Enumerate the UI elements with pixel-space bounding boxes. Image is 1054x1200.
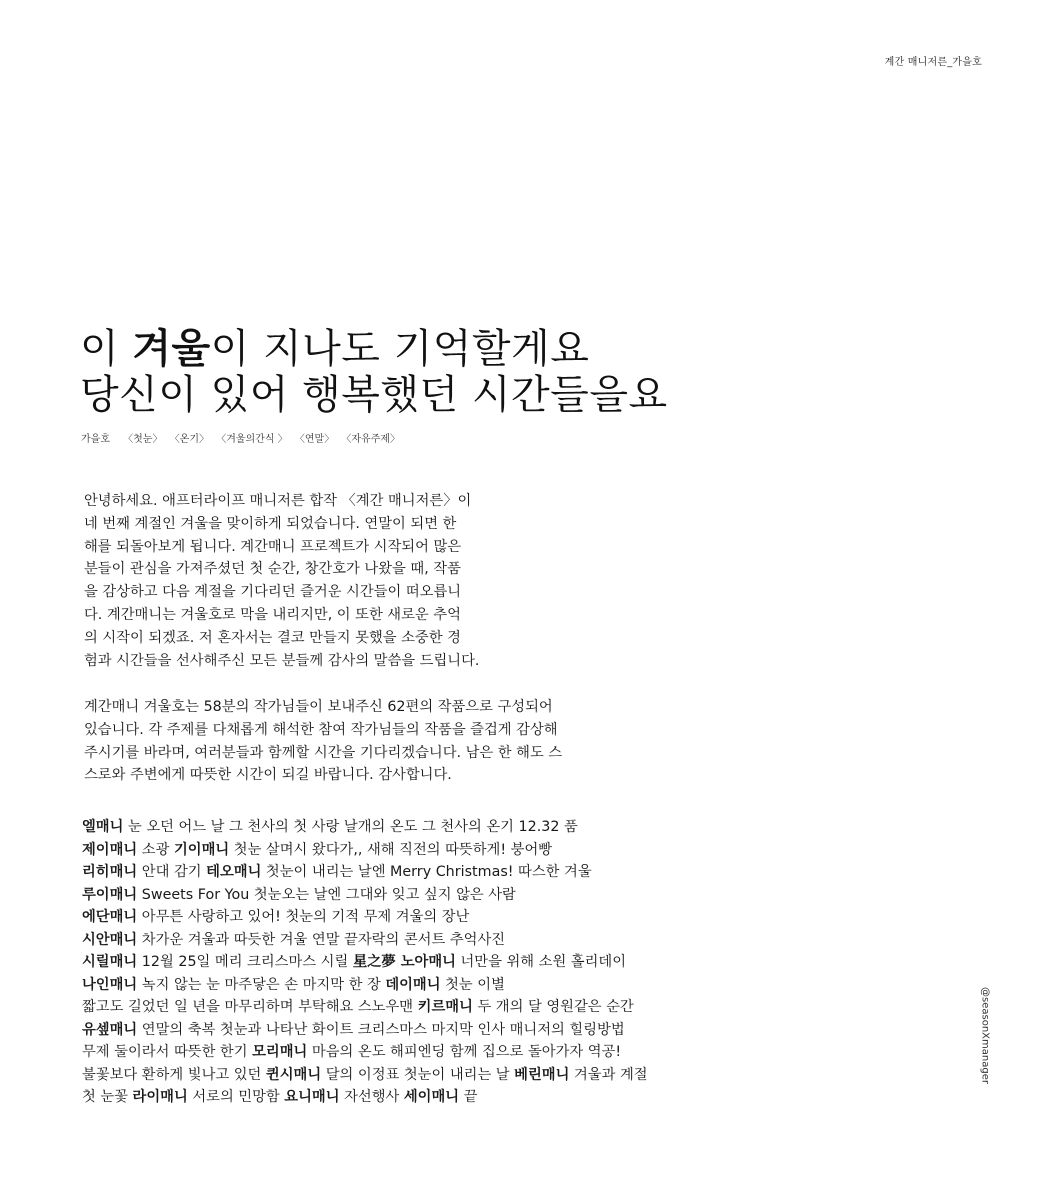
author-name: 엘매니 <box>82 819 124 835</box>
author-name: 유셒매니 <box>82 1021 138 1038</box>
credits-line <box>82 951 648 974</box>
author-name: 세이매니 <box>403 1089 460 1105</box>
work-titles: 끝 <box>459 1089 478 1105</box>
author-name: 라이매니 <box>132 1089 188 1105</box>
author-name: 퀸시매니 <box>265 1066 322 1083</box>
credits-line <box>82 861 648 884</box>
intro-line: 해를 되돌아보게 됩니다. 계간매니 프로젝트가 시작되어 많은 <box>84 538 462 555</box>
title-line-1-pre: 이 <box>80 326 133 372</box>
summary-line: 계간매니 겨울호는 58분의 작가님들이 보내주신 62편의 작품으로 구성되어 <box>84 699 553 715</box>
work-titles: 첫 눈꽃 <box>82 1089 133 1105</box>
author-name: 제이매니 <box>82 841 138 858</box>
page-title <box>80 326 668 418</box>
credits-list <box>82 816 648 1109</box>
work-titles: 자선행사 <box>339 1089 404 1105</box>
social-handle: @seasonXmanager <box>979 987 991 1084</box>
work-titles: 짧고도 길었던 일 년을 마무리하며 부탁해요 스노우맨 <box>82 999 418 1015</box>
credits-line <box>82 996 648 1019</box>
work-titles: 녹지 않는 눈 마주닿은 손 마지막 한 장 <box>137 976 386 993</box>
title-line-2: 당신이 있어 행복했던 시간들을요 <box>80 372 668 418</box>
work-titles: 무제 둘이라서 따뜻한 한기 <box>82 1044 253 1060</box>
work-titles: 안대 감기 <box>137 864 207 880</box>
topic-tag: 〈겨울의간식 〉 <box>216 434 288 445</box>
intro-line: 험과 시간들을 선사해주신 모든 분들께 감사의 말씀을 드립니다. <box>84 652 480 669</box>
credits-line <box>82 884 648 907</box>
author-name: 요니매니 <box>284 1089 340 1105</box>
author-name: 키르매니 <box>417 999 473 1015</box>
credits-line <box>82 1019 648 1042</box>
intro-line: 다. 계간매니는 겨울호로 막을 내리지만, 이 또한 새로운 추억 <box>84 606 461 623</box>
title-line-1-bold: 겨울 <box>132 326 211 372</box>
author-name: 데이매니 <box>385 976 441 993</box>
credits-line <box>82 929 648 952</box>
topic-tag: 〈자유주제〉 <box>341 434 401 445</box>
work-titles: 첫눈 이별 <box>440 976 505 993</box>
work-titles: 연말의 축복 첫눈과 나타난 화이트 크리스마스 마지막 인사 매니저의 힐링방법 <box>137 1021 625 1038</box>
work-titles: 마음의 온도 해피엔딩 함께 집으로 돌아가자 역공! <box>307 1044 622 1060</box>
work-titles: 눈 오던 어느 날 그 천사의 첫 사랑 날개의 온도 그 천사의 온기 12.32 품 <box>123 819 578 835</box>
credits-line <box>82 974 648 997</box>
credits-line <box>82 816 648 839</box>
title-line-1-post: 이 지나도 기억할게요 <box>210 326 590 372</box>
author-name: 리히매니 <box>82 864 138 880</box>
author-name: 시릴매니 <box>82 954 138 970</box>
issue-summary-paragraph <box>84 696 562 787</box>
header-tag: 계간 매니저른_가을호 <box>884 57 982 68</box>
topic-tag: 〈연말〉 <box>294 434 335 445</box>
work-titles: 소광 <box>137 841 174 858</box>
author-name: 시안매니 <box>82 931 138 948</box>
intro-line: 네 번째 계절인 겨울을 맞이하게 되었습니다. 연말이 되면 한 <box>84 515 457 532</box>
work-titles: 12월 25일 메리 크리스마스 시릴 <box>137 954 353 970</box>
work-titles: Sweets For You 첫눈오는 날엔 그대와 잊고 싶지 않은 사람 <box>137 886 516 903</box>
credits-line <box>82 906 648 929</box>
intro-line: 안녕하세요. 애프터라이프 매니저른 합작 〈계간 매니저른〉이 <box>84 493 472 509</box>
credits-line <box>82 839 648 862</box>
work-titles: 달의 이정표 첫눈이 내리는 날 <box>321 1066 515 1083</box>
author-name: 기이매니 <box>173 841 230 858</box>
intro-line: 을 감상하고 다음 계절을 기다리던 즐거운 시간들이 떠오릅니 <box>84 584 462 601</box>
intro-line: 분들이 관심을 가져주셨던 첫 순간, 창간호가 나왔을 때, 작품 <box>84 561 461 578</box>
author-name: 에단매니 <box>82 909 138 925</box>
topic-tags <box>81 430 404 445</box>
author-name: 星之夢 노아매니 <box>352 954 456 970</box>
credits-line <box>82 1086 648 1109</box>
author-name: 테오매니 <box>206 864 262 880</box>
work-titles: 아무튼 사랑하고 있어! 첫눈의 기적 무제 겨울의 장난 <box>137 909 470 925</box>
credits-line <box>82 1064 648 1087</box>
author-name: 베린매니 <box>514 1066 570 1083</box>
summary-line: 주시기를 바라며, 여러분들과 함께할 시간을 기다리겠습니다. 남은 한 해도 스 <box>84 744 563 761</box>
author-name: 나인매니 <box>82 976 138 993</box>
work-titles: 불꽃보다 환하게 빛나고 있던 <box>82 1066 266 1083</box>
intro-line: 의 시작이 되겠죠. 저 혼자서는 결코 만들지 못했을 소중한 경 <box>84 629 461 646</box>
intro-paragraph <box>84 490 479 672</box>
work-titles: 너만을 위해 소원 홀리데이 <box>455 954 627 970</box>
issue-label: 가을호 <box>81 434 110 445</box>
work-titles: 첫눈 살며시 왔다가,, 새해 직전의 따뜻하게! 붕어빵 <box>229 841 553 858</box>
summary-line: 스로와 주변에게 따뜻한 시간이 되길 바랍니다. 감사합니다. <box>84 767 452 784</box>
summary-line: 있습니다. 각 주제를 다채롭게 해석한 참여 작가님들의 작품을 즐겁게 감상해 <box>84 721 558 738</box>
topic-tag: 〈첫눈〉 <box>123 434 163 445</box>
credits-line <box>82 1041 648 1064</box>
topic-tag: 〈온기〉 <box>169 434 210 445</box>
work-titles: 겨울과 계절 <box>569 1066 648 1083</box>
work-titles: 차가운 겨울과 따듯한 겨울 연말 끝자락의 콘서트 추억사진 <box>137 931 506 948</box>
work-titles: 서로의 민망함 <box>187 1089 285 1105</box>
work-titles: 두 개의 달 영원같은 순간 <box>472 999 634 1015</box>
author-name: 루이매니 <box>82 886 138 903</box>
author-name: 모리매니 <box>252 1044 308 1060</box>
work-titles: 첫눈이 내리는 날엔 Merry Christmas! 따스한 겨울 <box>261 864 592 880</box>
title-line-1 <box>80 326 668 372</box>
